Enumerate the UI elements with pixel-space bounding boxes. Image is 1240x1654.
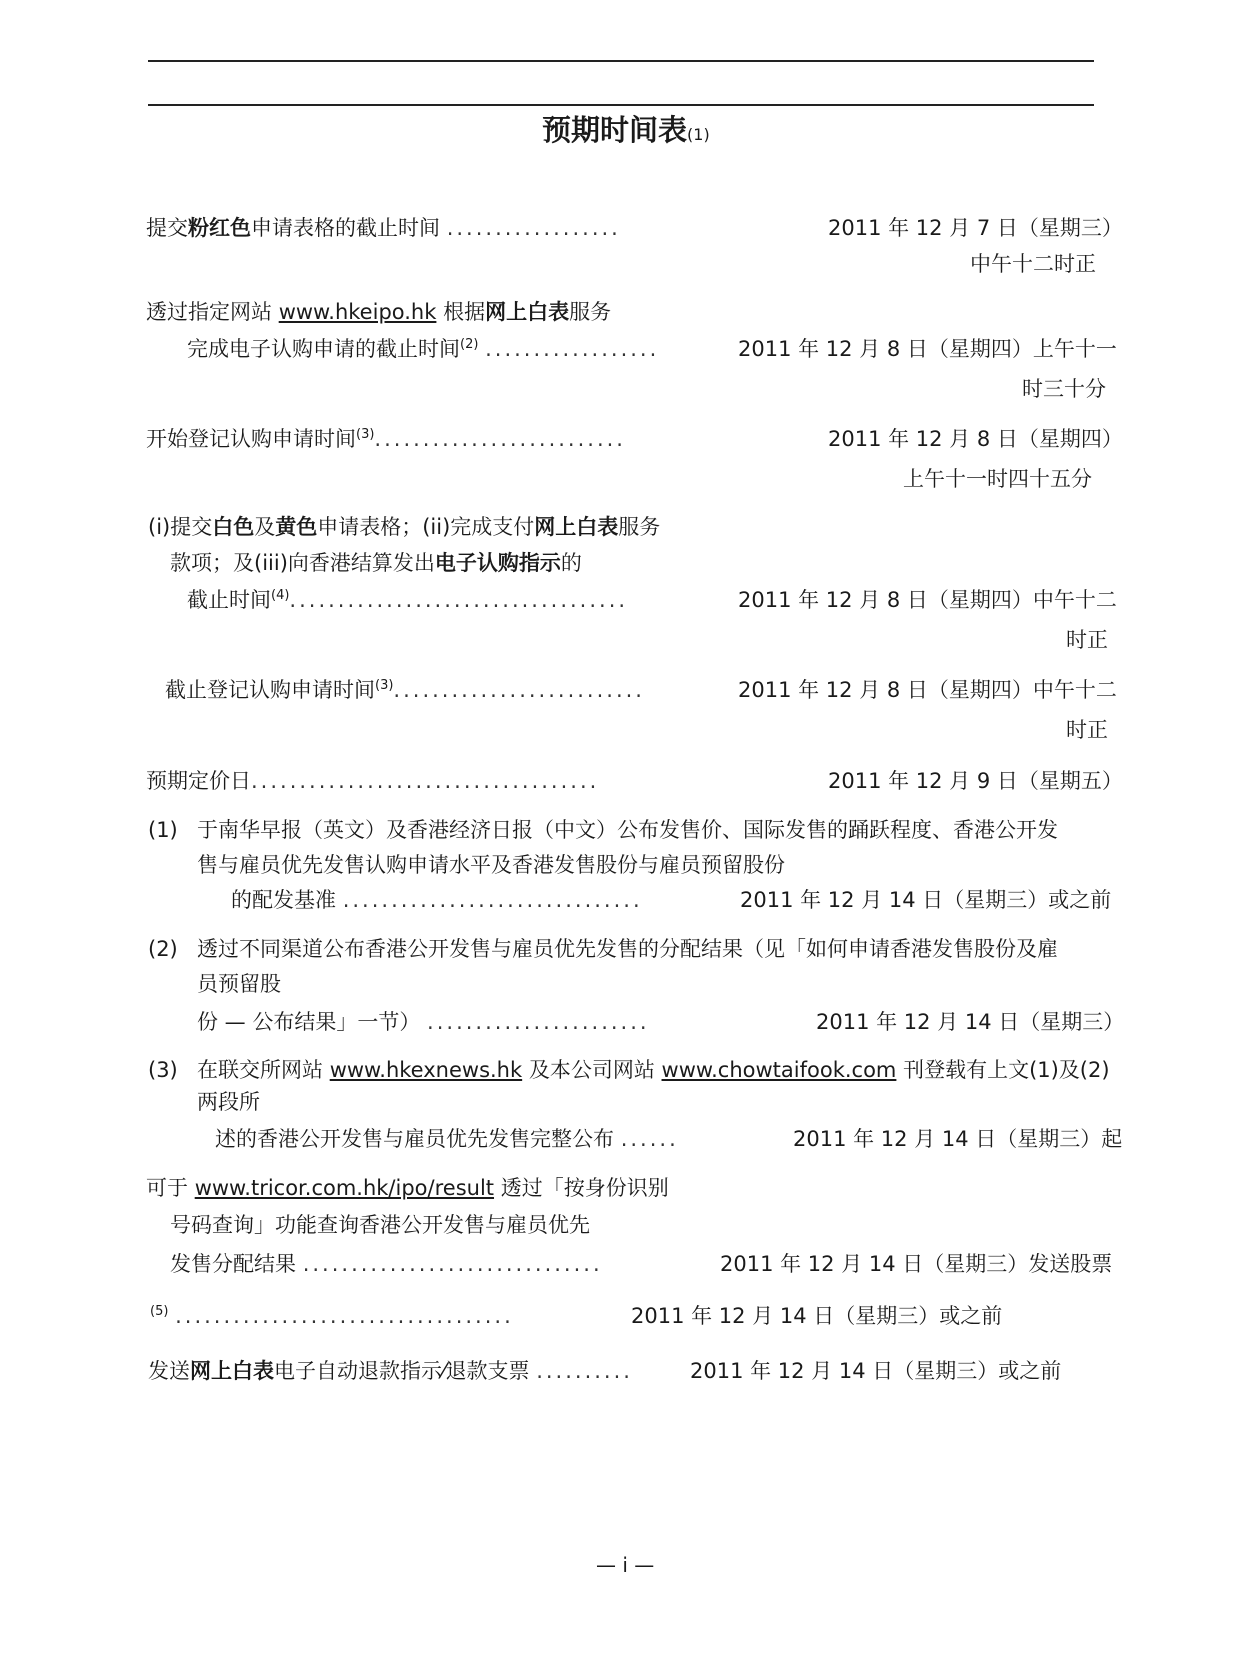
- row-price-date-label: 预期定价日....................................: [146, 769, 600, 793]
- item3-date: 2011 年 12 月 14 日（星期三）起: [793, 1127, 1123, 1151]
- item1-line1: 于南华早报（英文）及香港经济日报（中文）公布发售价、国际发售的踊跃程度、香港公开发: [197, 818, 1058, 842]
- item2-line2: 员预留股: [197, 972, 281, 996]
- row-pink-deadline-label: 提交粉红色申请表格的截止时间 ..................: [146, 216, 621, 240]
- row-pink-deadline-time: 中午十二时正: [970, 252, 1096, 276]
- row-close-lists-label: 截止登记认购申请时间$^{(3)}$..........................: [165, 678, 645, 702]
- item3-line2: 两段所: [197, 1090, 260, 1114]
- row-price-date-date: 2011 年 12 月 9 日（星期五）: [828, 769, 1123, 793]
- chowtaifook-link[interactable]: www.chowtaifook.com: [661, 1058, 897, 1082]
- item3-line3: 述的香港公开发售与雇员优先发售完整公布 ......: [215, 1127, 679, 1151]
- row-eipo-time: 时三十分: [1022, 377, 1106, 401]
- hkexnews-link[interactable]: www.hkexnews.hk: [329, 1058, 523, 1082]
- item1-line3: 的配发基准 ...............................: [231, 888, 643, 912]
- row-open-lists-label: 开始登记认购申请时间$^{(3)}$..........................: [146, 427, 626, 451]
- row-open-lists-date: 2011 年 12 月 8 日（星期四）: [828, 427, 1123, 451]
- refund-label: 发送网上白表电子自动退款指示⁄退款支票 ..........: [148, 1359, 633, 1383]
- row-eipo-date: 2011 年 12 月 8 日（星期四）上午十一: [738, 337, 1117, 361]
- row-white-yellow-line3: 截止时间$^{(4)}$...................................: [187, 588, 629, 612]
- item2-date: 2011 年 12 月 14 日（星期三）: [816, 1010, 1125, 1034]
- row-white-yellow-time: 时正: [1066, 628, 1108, 652]
- row-eipo-line2: 完成电子认购申请的截止时间$^{(2)}$ ..................: [187, 337, 660, 361]
- row-white-yellow-date: 2011 年 12 月 8 日（星期四）中午十二: [738, 588, 1117, 612]
- item3-line1: 在联交所网站 www.hkexnews.hk 及本公司网站 www.chowtaifook.com 刊登载有上文(1)及(2): [197, 1058, 1110, 1082]
- row-pink-deadline-date: 2011 年 12 月 7 日（星期三）: [828, 216, 1123, 240]
- row-close-lists-time: 时正: [1066, 718, 1108, 742]
- row-open-lists-time: 上午十一时四十五分: [903, 467, 1092, 491]
- item1-number: (1): [148, 818, 178, 842]
- item3-number: (3): [148, 1058, 178, 1082]
- page-title: 预期时间表(1): [542, 113, 710, 147]
- share-certs-date: 2011 年 12 月 14 日（星期三）或之前: [631, 1304, 1003, 1328]
- tricor-line2: 号码查询」功能查询香港公开发售与雇员优先: [170, 1213, 590, 1237]
- row-white-yellow-line2: 款项；及(iii)向香港结算发出电子认购指示的: [170, 551, 582, 575]
- item1-date: 2011 年 12 月 14 日（星期三）或之前: [740, 888, 1112, 912]
- tricor-link[interactable]: www.tricor.com.hk/ipo/result: [194, 1176, 495, 1200]
- hkeipo-link[interactable]: www.hkeipo.hk: [278, 300, 437, 324]
- top-rule: [148, 60, 1094, 62]
- item1-line2: 售与雇员优先发售认购申请水平及香港发售股份与雇员预留股份: [197, 853, 785, 877]
- item2-number: (2): [148, 937, 178, 961]
- share-certs-label: $^{(5)}$ ...................................: [150, 1304, 514, 1328]
- row-white-yellow-line1: (i)提交白色及黄色申请表格；(ii)完成支付网上白表服务: [148, 515, 661, 539]
- refund-date: 2011 年 12 月 14 日（星期三）或之前: [690, 1359, 1062, 1383]
- row-close-lists-date: 2011 年 12 月 8 日（星期四）中午十二: [738, 678, 1117, 702]
- title-note: (1): [687, 125, 710, 144]
- item2-line1: 透过不同渠道公布香港公开发售与雇员优先发售的分配结果（见「如何申请香港发售股份及雇: [197, 937, 1058, 961]
- item2-line3: 份 — 公布结果」一节） .......................: [197, 1010, 650, 1034]
- page-number: — i —: [596, 1553, 655, 1577]
- tricor-line3: 发售分配结果 ...............................: [170, 1252, 603, 1276]
- tricor-line1: 可于 www.tricor.com.hk/ipo/result 透过「按身份识别: [146, 1176, 669, 1200]
- row-eipo-line1: 透过指定网站 www.hkeipo.hk 根据网上白表服务: [146, 300, 612, 324]
- tricor-date: 2011 年 12 月 14 日（星期三）发送股票: [720, 1252, 1113, 1276]
- second-rule: [148, 104, 1094, 106]
